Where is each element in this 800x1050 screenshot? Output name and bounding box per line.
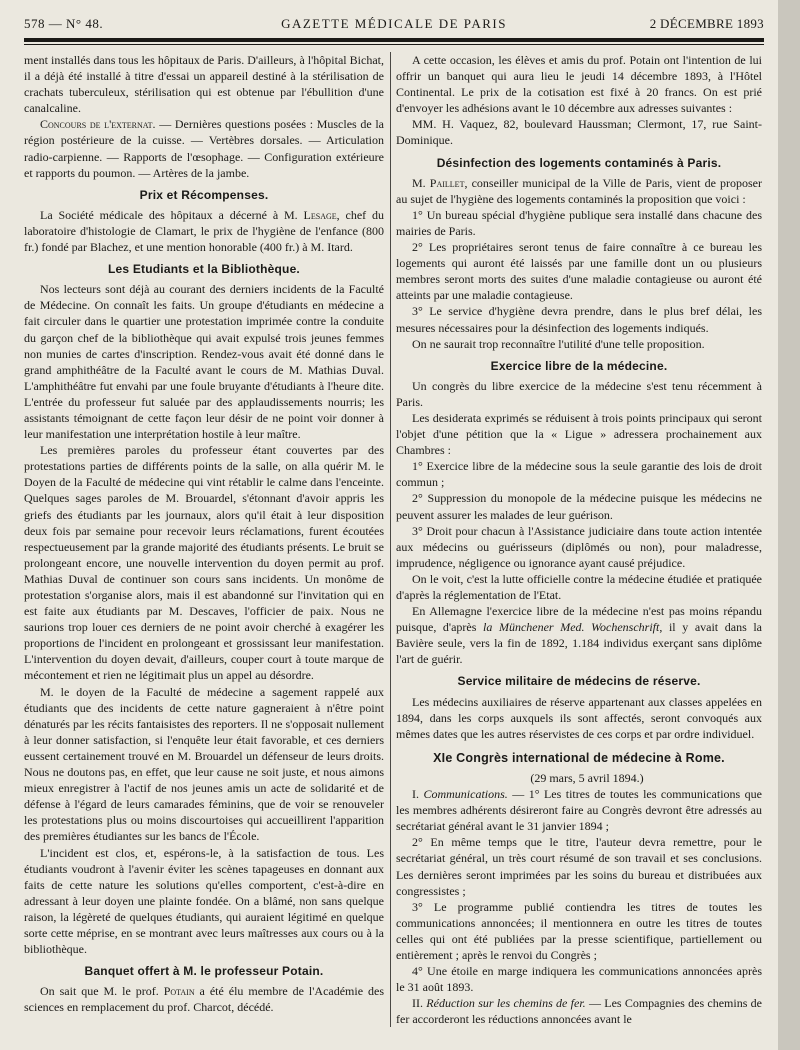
text-span: , il y avait dans la Bavière seule, vers la fin de 1892, 1.184 individus exerçant sans diplôme l'art de guérir.: [396, 620, 762, 667]
text-span: , chef du laboratoire d'histologie de Clamart, le prix de l'hygiène de l'enfance (800 fr.) fondé par Blachez, et une mention honorable (400 fr.) à M. Itard.: [24, 207, 384, 255]
communications-paragraph: [396, 786, 762, 834]
concours-lead: Concours de l'externat.: [40, 117, 156, 132]
allemagne-paragraph: [396, 603, 762, 667]
header-rule-thick: [24, 38, 764, 42]
text-span: I.: [412, 787, 424, 802]
person-name: Paillet: [429, 175, 465, 190]
paragraph: 3° Droit pour chacun à l'Assistance judiciaire dans toute action intentée aux médecins ou guérisseurs (diplômés ou non), pour maladresse, imprudence, négligence ou ignorance ayant causé préjudice.: [396, 523, 762, 570]
paragraph: On le voit, c'est la lutte officielle contre la médecine étudiée et pratiquée d'après la réglementation de l'Etat.: [396, 571, 762, 602]
journal-name: la Münchener Med. Wochenschrift: [483, 620, 660, 635]
paragraph: L'incident est clos, et, espérons-le, à la satisfaction de tous. Les étudiants voudront à l'avenir éviter les scènes tapageuses en donnant aux faits de cette nature les solutions qu'elles comportent, c'est-à-dire en adressant à leur doyen une plainte fondée. On a blâmé, non sans quelque raison, la légèreté de quelques étudiants, qui auraient légitimé en quelque sorte cette méprise, en se montrant avec leurs maîtresses aux cours ou à la bibliothèque.: [24, 845, 384, 957]
paragraph: 4° Une étoile en marge indiquera les communications annoncées après le 31 août 1893.: [396, 964, 762, 995]
paragraph: Les médecins auxiliaires de réserve appartenant aux classes appelées en 1894, dans les corps auxquels ils sont affectés, seront convoqués aux mêmes dates que les autres réservistes de ces corps et par ordre individuel.: [396, 694, 762, 741]
paragraph: Un congrès du libre exercice de la médecine s'est tenu récemment à Paris.: [396, 378, 762, 409]
text-span: II.: [412, 996, 427, 1011]
person-name: Potain: [163, 984, 195, 999]
concours-text: — Dernières questions posées : Muscles de la région postérieure de la cuisse. — Vertèbres dorsales. — Articulation radio-carpienne. — Rapports de l'œsophage. — Configuration extérieure et rapports du poumon. — Artères de la jambe.: [24, 117, 384, 180]
section-title-prix: Prix et Récompenses.: [139, 187, 269, 202]
paragraph: 2° Les propriétaires seront tenus de faire connaître à ce bureau les logements qui auront été laissés par une famille dont un ou plusieurs membres seront morts des suites d'une maladie contagieuse ou auront été atteints par une maladie contagieuse.: [396, 240, 762, 303]
text-span: a été élu membre de l'Académie des sciences en remplacement du prof. Charcot, décédé.: [24, 984, 384, 1015]
text-span: La Société médicale des hôpitaux a décerné à M.: [40, 207, 304, 222]
paragraph: ment installés dans tous les hôpitaux de Paris. D'ailleurs, à l'hôpital Bichat, il a déjà été installé à titre d'essai un appareil destiné à la stérilisation de crachats tuberculeux, stérilisation qui est obtenue par l'ébullition d'une canalcaline.: [24, 53, 384, 116]
congres-dates: (29 mars, 5 avril 1894.): [530, 770, 644, 785]
prix-paragraph: [24, 207, 384, 255]
column-divider: [390, 52, 391, 1027]
paragraph: M. le doyen de la Faculté de médecine a sagement rappelé aux étudiants que des incidents de cette nature gagneraient à n'être point dénaturés par les récits fantaisistes des reporters. Il ne s'opposait nullement à leur donner satisfaction, si l'enquête leur était favorable, et ces derniers eussent certainement trouvé en M. Brouardel un défenseur de leurs droits. Nous ne doutons pas, en effet, que leur cause ne soit juste, et nous aimons mieux enregistrer à l'actif de nos jeunes amis un acte de solidarité et de défense à l'égard de leurs camarades féminins, que de voir se renouveler les protestations plus ou moins discourtoises qui accueillirent l'apparition des premières étudiantes sur les bancs de l'École.: [24, 684, 384, 844]
text-span: — 1° Les titres de toutes les communications que les membres adhérents désireront faire au Congrès devront être adressés au secrétariat général avant le 31 janvier 1894 ;: [396, 787, 762, 834]
paragraph: 3° Le programme publié contiendra les titres de toutes les communications annoncées; il mentionnera en outre les titres de toutes celles qui ont été publiées par la presse scientifique, partiellement ou entièrement ; après le renvoi du Congrès ;: [396, 899, 762, 962]
journal-title: GAZETTE MÉDICALE DE PARIS: [281, 16, 507, 31]
right-column: [396, 52, 762, 1032]
person-name: Lesage: [303, 207, 337, 222]
paragraph: A cette occasion, les élèves et amis du prof. Potain ont l'intention de lui offrir un banquet qui aura lieu le jeudi 14 décembre 1893, à l'Hôtel Continental. Le prix de la cotisation est fixé à 20 francs. On est prié d'envoyer les adhésions avant le 10 décembre aux adresses suivantes :: [396, 53, 762, 116]
paragraph: 2° En même temps que le titre, l'auteur devra remettre, pour le secrétariat général, un très court résumé de son travail et ses conclusions. Les dernières seront imprimées par les soins du bureau et distribuées aux congressistes ;: [396, 835, 762, 898]
paragraph: 3° Le service d'hygiène devra prendre, dans le plus bref délai, les mesures nécessaires pour la désinfection des logements indiqués.: [396, 304, 762, 335]
paragraph: 1° Exercice libre de la médecine sous la seule garantie des lois de droit commun ;: [396, 459, 762, 490]
issue-date: 2 DÉCEMBRE 1893: [649, 16, 764, 31]
paragraph: On ne saurait trop reconnaître l'utilité d'une telle proposition.: [412, 336, 705, 351]
page-header: [24, 14, 764, 34]
section-title-service: Service militaire de médecins de réserve.: [457, 674, 701, 689]
subsection-label: Communications.: [423, 787, 508, 802]
section-title-desinfection: Désinfection des logements contaminés à Paris.: [436, 155, 722, 170]
section-title-congres: XIe Congrès international de médecine à Rome.: [433, 750, 725, 765]
section-title-banquet: Banquet offert à M. le professeur Potain.: [84, 964, 324, 979]
header-rule-thin: [24, 44, 764, 45]
banquet-paragraph: [24, 983, 384, 1015]
text-span: On sait que M. le prof.: [40, 984, 164, 999]
paragraph: Les desiderata exprimés se réduisent à trois points principaux qui seront l'objet d'une pétition que la « Ligue » adressera prochainement aux Chambres :: [396, 410, 762, 458]
paragraph: Nos lecteurs sont déjà au courant des derniers incidents de la Faculté de Médecine. On connaît les faits. Un groupe d'étudiants en médecine a fait circuler dans le quartier une protestation imprimée contre la conduite du garçon chef de la bibliothèque qui avait expulsé trois jeunes femmes non munies de cartes d'inscription. Rendez-vous avait été donné dans le grand amphithéâtre de la Faculté avant le cours de M. Mathias Duval. L'amphithéâtre fut envahi par une foule bruyante d'étudiants à l'heure dite. L'entrée du professeur fut saluée par des applaudissements nourris; les assistants témoignant de cette façon leur désir de ne point voir donner à leur manifestation une interprétation hostile à leur maître.: [24, 282, 384, 442]
section-title-exercice: Exercice libre de la médecine.: [490, 358, 668, 373]
text-span: , conseiller municipal de la Ville de Paris, vient de proposer au sujet de l'hygiène des logements contaminés la proposition que voici :: [396, 175, 762, 206]
text-span: — Les Compagnies des chemins de fer accorderont les réductions annoncées avant le: [396, 996, 762, 1027]
section-title-etudiants: Les Etudiants et la Bibliothèque.: [108, 262, 300, 277]
desinfection-paragraph: [396, 175, 762, 207]
left-column: [24, 52, 384, 1032]
paragraph: Les premières paroles du professeur étant couvertes par des protestations parties de différents points de la salle, on alla quérir M. le Doyen de la Faculté de médecine qui vint rétablir le calme dans l'enceinte. Quelques sages paroles de M. Brouardel, s'étonnant d'avoir appris les griefs des étudiants par les journaux, alors qu'il était à leur disposition deux fois par semaine pour recevoir leurs réclamations, furent écoutées respectueusement par la grande majorité des étudiants présents. Le bruit se prolongeant encore, une nouvelle intervention du doyen permit au prof. Mathias Duval de continuer son cours sans incidents. Un monôme de protestation s'organise alors, mais il est abandonné sur l'invitation qui en est faite aux étudiants par M. Descaves, l'officier de paix. Nous ne saurions trop louer ces derniers de ne point avoir cherché à exagérer les proportions de l'incident en prolongeant et grossissant leur manifestation. L'intervention du doyen devait, d'ailleurs, couper court à toute marque de mécontement et rien ne légitimait plus un appel au désordre.: [24, 443, 384, 683]
concours-paragraph: [24, 116, 384, 180]
subsection-label: Réduction sur les chemins de fer.: [426, 996, 586, 1011]
paragraph: MM. H. Vaquez, 82, boulevard Haussman; Clermont, 17, rue Saint-Dominique.: [396, 117, 762, 148]
chemins-paragraph: [396, 995, 762, 1027]
text-span: En Allemagne l'exercice libre de la médecine n'est pas moins répandu puisque, d'après: [396, 604, 762, 635]
paragraph: 1° Un bureau spécial d'hygiène publique sera installé dans chacune des mairies de Paris.: [396, 207, 762, 238]
text-span: M.: [412, 175, 430, 190]
paragraph: 2° Suppression du monopole de la médecine puisque les médecins ne peuvent assurer les malades de leur guérison.: [396, 491, 762, 522]
page-number: 578 — N° 48.: [24, 16, 104, 31]
